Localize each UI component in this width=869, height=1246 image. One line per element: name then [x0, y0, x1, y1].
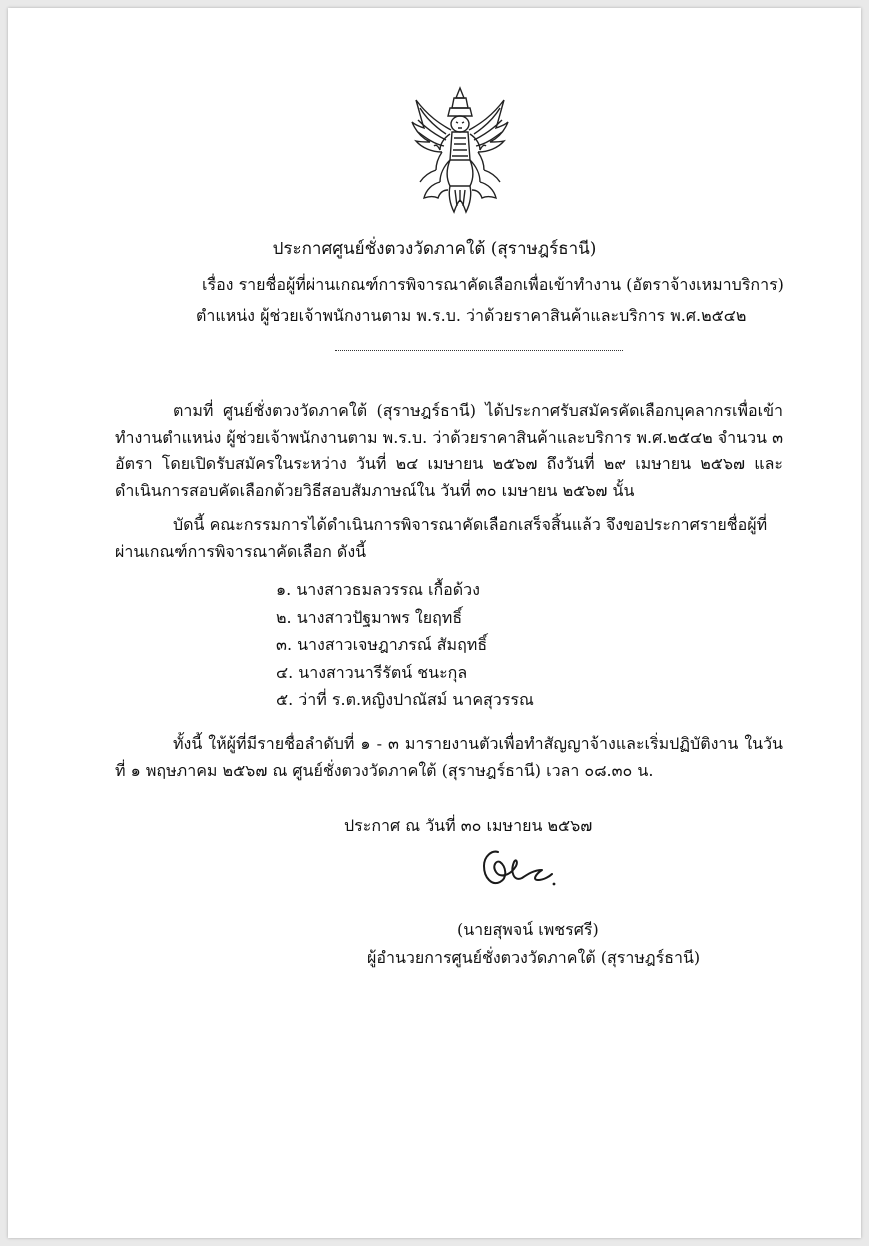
- paragraph-announcement: [115, 398, 783, 504]
- signer-title: ผู้อำนวยการศูนย์ชั่งตวงวัดภาคใต้ (สุราษฎร์ธานี): [367, 948, 701, 967]
- list-item: ๔. นางสาวนารีรัตน์ ชนะกุล: [276, 662, 468, 682]
- candidate-list: [276, 576, 534, 714]
- paragraph-3-text: ทั้งนี้ ให้ผู้ที่มีรายชื่อลำดับที่ ๑ - ๓ มารายงานตัวเพื่อทำสัญญาจ้างและเริ่มปฏิบัติงาน ในวันที่ ๑ พฤษภาคม ๒๕๖๗ ณ ศูนย์ชั่งตวงวัดภาคใต้ (สุราษฎร์ธานี) เวลา ๐๘.๓๐ น.: [115, 734, 783, 780]
- list-item: ๓. นางสาวเจษฎาภรณ์ สัมฤทธิ์: [276, 635, 488, 654]
- header-divider: [335, 350, 623, 351]
- list-item: ๑. นางสาวธมลวรรณ เกื้อด้วง: [276, 580, 480, 599]
- signer-name: (นายสุพจน์ เพชรศรี): [457, 920, 599, 939]
- paragraph-1-text: ตามที่ ศูนย์ชั่งตวงวัดภาคใต้ (สุราษฎร์ธานี) ได้ประกาศรับสมัครคัดเลือกบุคลากรเพื่อเข้าทำงานตำแหน่ง ผู้ช่วยเจ้าพนักงานตาม พ.ร.บ. ว่าด้วยราคาสินค้าและบริการ พ.ศ.๒๕๔๒ จำนวน ๓ อัตรา โดยเปิดรับสมัครในระหว่าง วันที่ ๒๔ เมษายน ๒๕๖๗ ถึงวันที่ ๒๙ เมษายน ๒๕๖๗ และดำเนินการสอบคัดเลือกด้วยวิธีสอบสัมภาษณ์ใน วันที่ ๓๐ เมษายน ๒๕๖๗ นั้น: [115, 401, 784, 500]
- document-position: ตำแหน่ง ผู้ช่วยเจ้าพนักงานตาม พ.ร.บ. ว่าด้วยราคาสินค้าและบริการ พ.ศ.๒๕๔๒: [196, 306, 747, 325]
- paragraph-results: [115, 512, 783, 565]
- paragraph-2-text: บัดนี้ คณะกรรมการได้ดำเนินการพิจารณาคัดเลือกเสร็จสิ้นแล้ว จึงขอประกาศรายชื่อผู้ที่ผ่านเกณฑ์การพิจารณาคัดเลือก ดังนี้: [115, 515, 768, 561]
- garuda-emblem-icon: [410, 86, 510, 218]
- list-item: ๕. ว่าที่ ร.ต.หญิงปาณัสม์ นาคสุวรรณ: [276, 690, 534, 709]
- list-item: ๒. นางสาวปัฐมาพร ใยฤทธิ์: [276, 607, 463, 627]
- document-subject: เรื่อง รายชื่อผู้ที่ผ่านเกณฑ์การพิจารณาคัดเลือกเพื่อเข้าทำงาน (อัตราจ้างเหมาบริการ): [202, 275, 784, 294]
- document-title: ประกาศศูนย์ชั่งตวงวัดภาคใต้ (สุราษฎร์ธานี): [272, 239, 597, 259]
- announce-date: ประกาศ ณ วันที่ ๓๐ เมษายน ๒๕๖๗: [344, 816, 593, 835]
- paragraph-instructions: [115, 731, 783, 784]
- signature-icon: [470, 840, 560, 910]
